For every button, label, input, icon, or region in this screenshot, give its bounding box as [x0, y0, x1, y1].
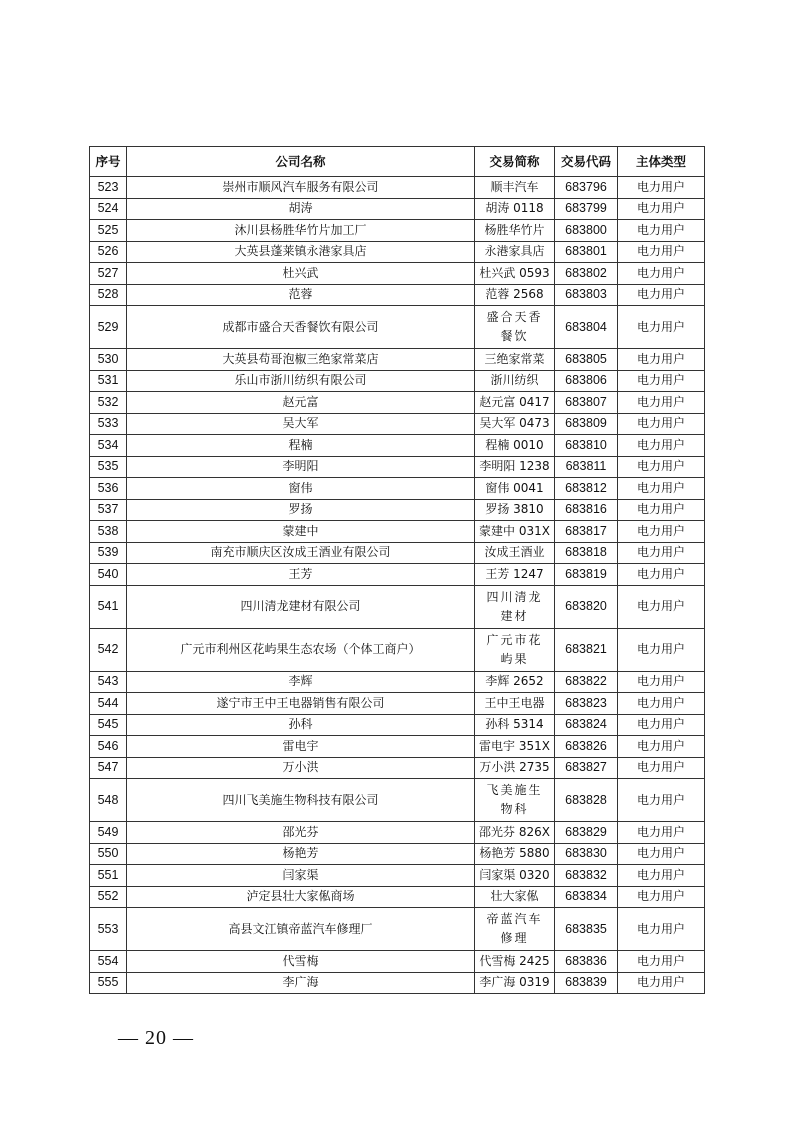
cell-serial: 534	[90, 435, 127, 457]
table-row	[90, 822, 705, 844]
cell-serial: 547	[90, 757, 127, 779]
col-header-company-name: 公司名称	[127, 147, 475, 177]
cell-company-name: 大英县苟哥泡椒三绝家常菜店	[127, 349, 475, 371]
cell-entity-type: 电力用户	[618, 757, 705, 779]
cell-trade-abbr: 窗伟 0041	[475, 478, 555, 500]
table-row	[90, 306, 705, 349]
cell-company-name: 乐山市浙川纺织有限公司	[127, 370, 475, 392]
cell-company-name: 胡涛	[127, 198, 475, 220]
cell-entity-type: 电力用户	[618, 370, 705, 392]
cell-trade-code: 683803	[555, 284, 618, 306]
table-row	[90, 521, 705, 543]
cell-trade-code: 683805	[555, 349, 618, 371]
cell-serial: 527	[90, 263, 127, 285]
cell-company-name: 杜兴武	[127, 263, 475, 285]
cell-trade-code: 683806	[555, 370, 618, 392]
cell-company-name: 高县文江镇帝蓝汽车修理厂	[127, 908, 475, 951]
cell-trade-code: 683818	[555, 542, 618, 564]
cell-entity-type: 电力用户	[618, 843, 705, 865]
table-row	[90, 542, 705, 564]
cell-serial: 549	[90, 822, 127, 844]
cell-trade-abbr: 邵光芬 826X	[475, 822, 555, 844]
cell-trade-code: 683811	[555, 456, 618, 478]
cell-trade-code: 683830	[555, 843, 618, 865]
cell-trade-abbr: 王芳 1247	[475, 564, 555, 586]
table-row	[90, 370, 705, 392]
cell-trade-code: 683816	[555, 499, 618, 521]
cell-entity-type: 电力用户	[618, 908, 705, 951]
cell-serial: 551	[90, 865, 127, 887]
cell-entity-type: 电力用户	[618, 263, 705, 285]
cell-trade-code: 683819	[555, 564, 618, 586]
cell-trade-abbr: 罗扬 3810	[475, 499, 555, 521]
cell-entity-type: 电力用户	[618, 951, 705, 973]
table-row	[90, 865, 705, 887]
cell-serial: 538	[90, 521, 127, 543]
table-row	[90, 757, 705, 779]
cell-trade-code: 683821	[555, 628, 618, 671]
cell-trade-code: 683804	[555, 306, 618, 349]
cell-company-name: 崇州市顺风汽车服务有限公司	[127, 177, 475, 199]
cell-serial: 523	[90, 177, 127, 199]
cell-trade-abbr: 永港家具店	[475, 241, 555, 263]
cell-company-name: 吴大军	[127, 413, 475, 435]
cell-company-name: 蒙建中	[127, 521, 475, 543]
table-row	[90, 349, 705, 371]
cell-trade-abbr: 范蓉 2568	[475, 284, 555, 306]
cell-trade-abbr: 雷电宇 351X	[475, 736, 555, 758]
company-table	[89, 146, 705, 994]
cell-entity-type: 电力用户	[618, 736, 705, 758]
cell-trade-code: 683801	[555, 241, 618, 263]
table-row	[90, 908, 705, 951]
cell-entity-type: 电力用户	[618, 220, 705, 242]
cell-company-name: 四川清龙建材有限公司	[127, 585, 475, 628]
table-row	[90, 886, 705, 908]
table-row	[90, 177, 705, 199]
cell-serial: 533	[90, 413, 127, 435]
cell-entity-type: 电力用户	[618, 585, 705, 628]
table-row	[90, 284, 705, 306]
cell-entity-type: 电力用户	[618, 693, 705, 715]
cell-trade-abbr: 广元市花屿果	[475, 628, 555, 671]
cell-entity-type: 电力用户	[618, 886, 705, 908]
cell-serial: 535	[90, 456, 127, 478]
cell-trade-code: 683832	[555, 865, 618, 887]
cell-trade-abbr: 赵元富 0417	[475, 392, 555, 414]
cell-serial: 532	[90, 392, 127, 414]
cell-entity-type: 电力用户	[618, 628, 705, 671]
col-header-trade-code: 交易代码	[555, 147, 618, 177]
cell-serial: 541	[90, 585, 127, 628]
cell-trade-abbr: 代雪梅 2425	[475, 951, 555, 973]
cell-entity-type: 电力用户	[618, 521, 705, 543]
col-header-entity-type: 主体类型	[618, 147, 705, 177]
table-row	[90, 693, 705, 715]
cell-company-name: 雷电宇	[127, 736, 475, 758]
cell-entity-type: 电力用户	[618, 865, 705, 887]
cell-trade-code: 683817	[555, 521, 618, 543]
cell-entity-type: 电力用户	[618, 779, 705, 822]
cell-trade-abbr: 杜兴武 0593	[475, 263, 555, 285]
cell-serial: 526	[90, 241, 127, 263]
table-header-row	[90, 147, 705, 177]
cell-trade-abbr: 万小洪 2735	[475, 757, 555, 779]
cell-company-name: 四川飞美施生物科技有限公司	[127, 779, 475, 822]
table-row	[90, 456, 705, 478]
cell-serial: 529	[90, 306, 127, 349]
page-number: — 20 —	[118, 1027, 194, 1049]
cell-serial: 550	[90, 843, 127, 865]
cell-company-name: 泸定县壮大家俬商场	[127, 886, 475, 908]
cell-serial: 544	[90, 693, 127, 715]
table-row	[90, 435, 705, 457]
table-row	[90, 714, 705, 736]
cell-trade-code: 683802	[555, 263, 618, 285]
cell-entity-type: 电力用户	[618, 177, 705, 199]
cell-trade-code: 683828	[555, 779, 618, 822]
cell-trade-code: 683827	[555, 757, 618, 779]
cell-trade-code: 683799	[555, 198, 618, 220]
cell-trade-abbr: 胡涛 0118	[475, 198, 555, 220]
table-row	[90, 628, 705, 671]
cell-serial: 524	[90, 198, 127, 220]
cell-trade-abbr: 壮大家俬	[475, 886, 555, 908]
table-row	[90, 736, 705, 758]
cell-trade-code: 683796	[555, 177, 618, 199]
cell-trade-code: 683820	[555, 585, 618, 628]
cell-company-name: 孙科	[127, 714, 475, 736]
cell-company-name: 邵光芬	[127, 822, 475, 844]
table-row	[90, 585, 705, 628]
cell-trade-abbr: 顺丰汽车	[475, 177, 555, 199]
cell-trade-abbr: 三绝家常菜	[475, 349, 555, 371]
cell-entity-type: 电力用户	[618, 349, 705, 371]
cell-company-name: 范蓉	[127, 284, 475, 306]
cell-entity-type: 电力用户	[618, 478, 705, 500]
cell-trade-code: 683810	[555, 435, 618, 457]
cell-entity-type: 电力用户	[618, 413, 705, 435]
cell-company-name: 成都市盛合天香餐饮有限公司	[127, 306, 475, 349]
cell-trade-abbr: 吴大军 0473	[475, 413, 555, 435]
cell-entity-type: 电力用户	[618, 564, 705, 586]
table-row	[90, 198, 705, 220]
cell-company-name: 窗伟	[127, 478, 475, 500]
cell-trade-abbr: 李明阳 1238	[475, 456, 555, 478]
cell-serial: 537	[90, 499, 127, 521]
cell-entity-type: 电力用户	[618, 284, 705, 306]
cell-company-name: 程楠	[127, 435, 475, 457]
cell-entity-type: 电力用户	[618, 392, 705, 414]
cell-trade-code: 683812	[555, 478, 618, 500]
cell-serial: 553	[90, 908, 127, 951]
cell-trade-abbr: 李辉 2652	[475, 671, 555, 693]
table-row	[90, 220, 705, 242]
cell-trade-abbr: 闫家渠 0320	[475, 865, 555, 887]
table-row	[90, 843, 705, 865]
cell-serial: 555	[90, 972, 127, 994]
cell-serial: 540	[90, 564, 127, 586]
cell-trade-abbr: 汝成王酒业	[475, 542, 555, 564]
cell-company-name: 大英县蓬莱镇永港家具店	[127, 241, 475, 263]
cell-entity-type: 电力用户	[618, 241, 705, 263]
cell-entity-type: 电力用户	[618, 306, 705, 349]
cell-trade-code: 683809	[555, 413, 618, 435]
cell-serial: 554	[90, 951, 127, 973]
cell-company-name: 代雪梅	[127, 951, 475, 973]
cell-trade-abbr: 四川清龙建材	[475, 585, 555, 628]
table-row	[90, 779, 705, 822]
cell-company-name: 广元市利州区花屿果生态农场（个体工商户）	[127, 628, 475, 671]
table-row	[90, 478, 705, 500]
cell-trade-abbr: 盛合天香餐饮	[475, 306, 555, 349]
cell-company-name: 王芳	[127, 564, 475, 586]
cell-trade-code: 683823	[555, 693, 618, 715]
cell-serial: 545	[90, 714, 127, 736]
cell-entity-type: 电力用户	[618, 542, 705, 564]
cell-company-name: 闫家渠	[127, 865, 475, 887]
cell-company-name: 杨艳芳	[127, 843, 475, 865]
cell-trade-abbr: 浙川纺织	[475, 370, 555, 392]
cell-company-name: 遂宁市王中王电器销售有限公司	[127, 693, 475, 715]
cell-serial: 528	[90, 284, 127, 306]
cell-trade-abbr: 王中王电器	[475, 693, 555, 715]
table-row	[90, 241, 705, 263]
cell-trade-code: 683829	[555, 822, 618, 844]
cell-trade-code: 683824	[555, 714, 618, 736]
cell-company-name: 沐川县杨胜华竹片加工厂	[127, 220, 475, 242]
cell-company-name: 南充市顺庆区汝成王酒业有限公司	[127, 542, 475, 564]
cell-company-name: 罗扬	[127, 499, 475, 521]
cell-trade-abbr: 帝蓝汽车修理	[475, 908, 555, 951]
table-row	[90, 392, 705, 414]
table-body	[90, 177, 705, 994]
cell-trade-abbr: 孙科 5314	[475, 714, 555, 736]
cell-entity-type: 电力用户	[618, 499, 705, 521]
cell-company-name: 万小洪	[127, 757, 475, 779]
cell-serial: 536	[90, 478, 127, 500]
table-row	[90, 972, 705, 994]
cell-trade-code: 683800	[555, 220, 618, 242]
cell-company-name: 李明阳	[127, 456, 475, 478]
cell-company-name: 李广海	[127, 972, 475, 994]
cell-entity-type: 电力用户	[618, 456, 705, 478]
cell-trade-code: 683836	[555, 951, 618, 973]
cell-trade-code: 683839	[555, 972, 618, 994]
cell-entity-type: 电力用户	[618, 972, 705, 994]
cell-trade-code: 683822	[555, 671, 618, 693]
cell-trade-abbr: 飞美施生物科	[475, 779, 555, 822]
col-header-serial: 序号	[90, 147, 127, 177]
cell-serial: 543	[90, 671, 127, 693]
table-row	[90, 671, 705, 693]
table-row	[90, 499, 705, 521]
cell-entity-type: 电力用户	[618, 198, 705, 220]
cell-trade-code: 683835	[555, 908, 618, 951]
cell-trade-code: 683834	[555, 886, 618, 908]
cell-entity-type: 电力用户	[618, 671, 705, 693]
cell-serial: 542	[90, 628, 127, 671]
cell-entity-type: 电力用户	[618, 435, 705, 457]
cell-company-name: 李辉	[127, 671, 475, 693]
cell-serial: 546	[90, 736, 127, 758]
cell-trade-code: 683826	[555, 736, 618, 758]
cell-company-name: 赵元富	[127, 392, 475, 414]
cell-trade-abbr: 程楠 0010	[475, 435, 555, 457]
cell-serial: 539	[90, 542, 127, 564]
cell-serial: 531	[90, 370, 127, 392]
cell-trade-code: 683807	[555, 392, 618, 414]
cell-serial: 530	[90, 349, 127, 371]
cell-trade-abbr: 蒙建中 031X	[475, 521, 555, 543]
table-row	[90, 951, 705, 973]
table-row	[90, 263, 705, 285]
table-row	[90, 413, 705, 435]
cell-serial: 548	[90, 779, 127, 822]
cell-trade-abbr: 杨胜华竹片	[475, 220, 555, 242]
cell-serial: 525	[90, 220, 127, 242]
col-header-trade-abbr: 交易简称	[475, 147, 555, 177]
cell-trade-abbr: 杨艳芳 5880	[475, 843, 555, 865]
cell-entity-type: 电力用户	[618, 822, 705, 844]
cell-serial: 552	[90, 886, 127, 908]
cell-entity-type: 电力用户	[618, 714, 705, 736]
table-row	[90, 564, 705, 586]
cell-trade-abbr: 李广海 0319	[475, 972, 555, 994]
